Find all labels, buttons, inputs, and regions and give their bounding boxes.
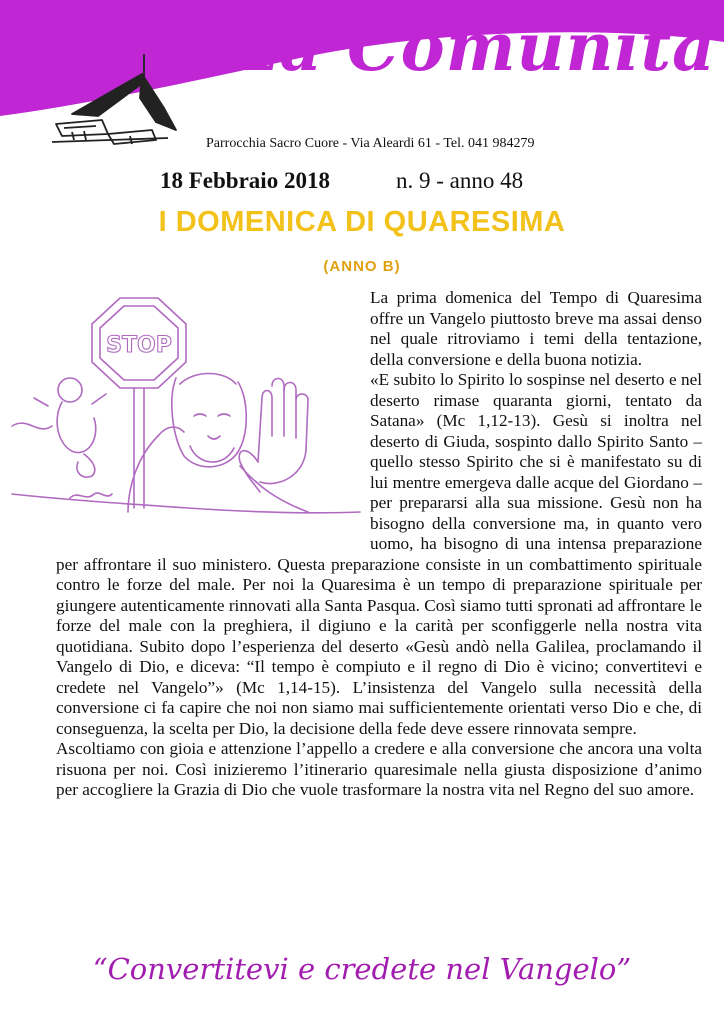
article-body [56, 288, 702, 801]
issue-number: n. 9 - anno 48 [396, 168, 524, 193]
illustration-spacer [56, 288, 370, 546]
stop-sign-text: STOP [106, 333, 172, 358]
article-paragraph: La prima domenica del Tempo di Quaresima offre un Vangelo piuttosto breve ma assai denso nel quale ritroviamo i temi della tentazione, della conversione e della buona notizia. [370, 288, 702, 369]
footer-quote: “Convertitevi e credete nel Vangelo” [92, 952, 632, 986]
article-paragraph: Ascoltiamo con gioia e attenzione l’appello a credere e alla conversione che ancora una volta risuona per noi. Così inizieremo l’itinerario quaresimale nella giusta disposizione d’animo per accogliere la Grazia di Dio che vuole trasformare la nostra vita nel Regno del suo amore. [56, 739, 702, 799]
headline-subtitle: (ANNO B) [323, 258, 401, 275]
headline-title: I DOMENICA DI QUARESIMA [158, 206, 566, 238]
church-logo-icon [44, 52, 184, 152]
masthead-title: La Comunità [232, 8, 716, 86]
parish-info: Parrocchia Sacro Cuore - Via Aleardi 61 - Tel. 041 984279 [206, 136, 535, 151]
article-paragraph: «E subito lo Spirito lo sospinse nel deserto e nel deserto rimase quaranta giorni, tentato da Satana» (Mc 1,12-13). Gesù si inoltra nel deserto di Giuda, sospinto dallo Spirito Santo – quello stesso Spirito che si è manifestato su di lui mentre emergeva dalle acque del Giordano – per prepararsi alla sua missione. Gesù non ha bisogno della conversione ma, in quanto vero uomo, ha bisogno di una intensa preparazione per affrontare il suo ministero. Questa preparazione consiste in un combattimento spirituale contro le forze del male. Per noi la Quaresima è un tempo di preparazione spirituale per giungere autenticamente rinnovati alla Santa Pasqua. Così siamo tutti spronati ad affrontare le forze del male con la preghiera, il digiuno e la carità per sconfiggerle nella nostra vita quotidiana. Subito dopo l’esperienza del deserto «Gesù andò nella Galilea, proclamando il Vangelo di Dio, e diceva: “Il tempo è compiuto e il regno di Dio è vicino; convertitevi e credete nel Vangelo”» (Mc 1,14-15). L’insistenza del Vangelo sulla necessità della conversione ci fa capire che noi non siamo mai sufficientemente orientati verso Dio e che, di conseguenza, la scelta per Dio, la decisione della fede deve essere rinnovata sempre. [56, 370, 702, 738]
issue-date: 18 Febbraio 2018 [160, 168, 330, 193]
